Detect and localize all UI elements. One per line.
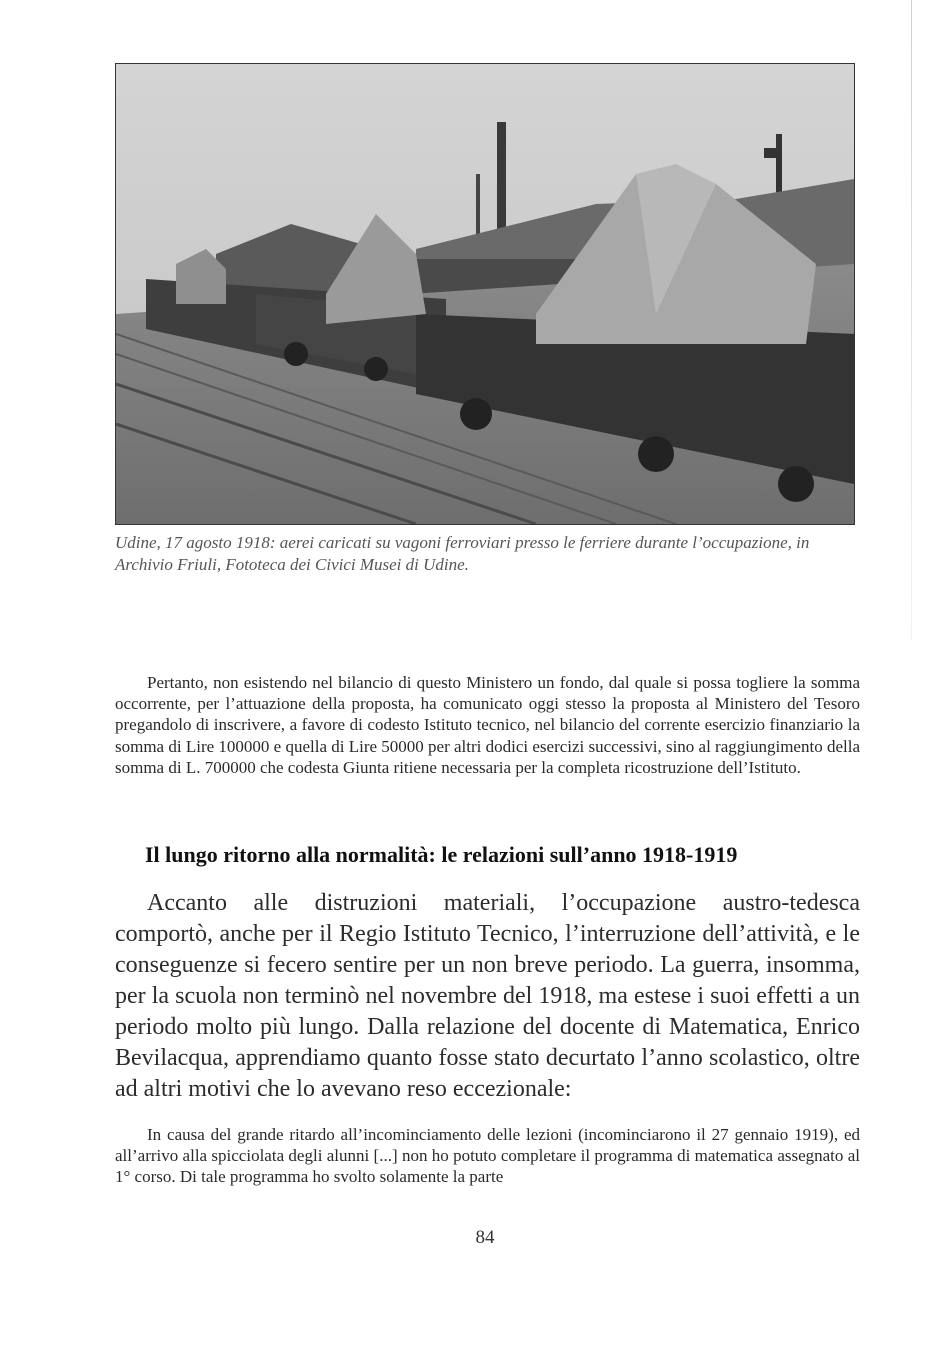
photo-illustration (116, 64, 854, 524)
page-number: 84 (475, 1227, 495, 1248)
page-edge-shadow (911, 0, 912, 640)
paragraph-quote-ministry: Pertanto, non esistendo nel bilancio di questo Ministero un fondo, dal quale si possa togliere la somma occorrente, per l’attuazione della proposta, ha comunicato oggi stesso la proposta al Ministero del Tesoro pregandolo di inscrivere, a favore di codesto Istituto tecnico, nel bilancio del corrente esercizio finanziario la somma di Lire 100000 e quella di Lire 50000 per altri dodici esercizi successivi, sino al raggiungimento della somma di L. 700000 che codesta Giunta ritiene necessaria per la completa ricostruzione dell’Istituto. (115, 673, 860, 777)
historical-photo (115, 63, 855, 525)
paragraph-quote-report: In causa del grande ritardo all’incominciamento delle lezioni (incominciarono il 27 gennaio 1919), ed all’arrivo alla spicciolata degli alunni [...] non ho potuto completare il programma di matematica assegnato al 1° corso. Di tale programma ho svolto solamente la parte (115, 1125, 860, 1187)
paragraph-main: Accanto alle distruzioni materiali, l’occupazione austro-tedesca comportò, anche per il Regio Istituto Tecnico, l’interruzione dell’attività, e le conseguenze si fecero sentire per un non breve periodo. La guerra, insomma, per la scuola non terminò nel novembre del 1918, ma estese i suoi effetti a un periodo molto più lungo. Dalla relazione del docente di Matematica, Enrico Bevilacqua, apprendiamo quanto fosse stato decurtato l’anno scolastico, oltre ad altri motivi che lo avevano reso eccezionale: (115, 890, 860, 1102)
figure-caption: Udine, 17 agosto 1918: aerei caricati su vagoni ferroviari presso le ferriere durante l’occupazione, in Archivio Friuli, Fototeca dei Civici Musei di Udine. (115, 533, 810, 574)
section-heading: Il lungo ritorno alla normalità: le relazioni sull’anno 1918-1919 (145, 842, 738, 867)
